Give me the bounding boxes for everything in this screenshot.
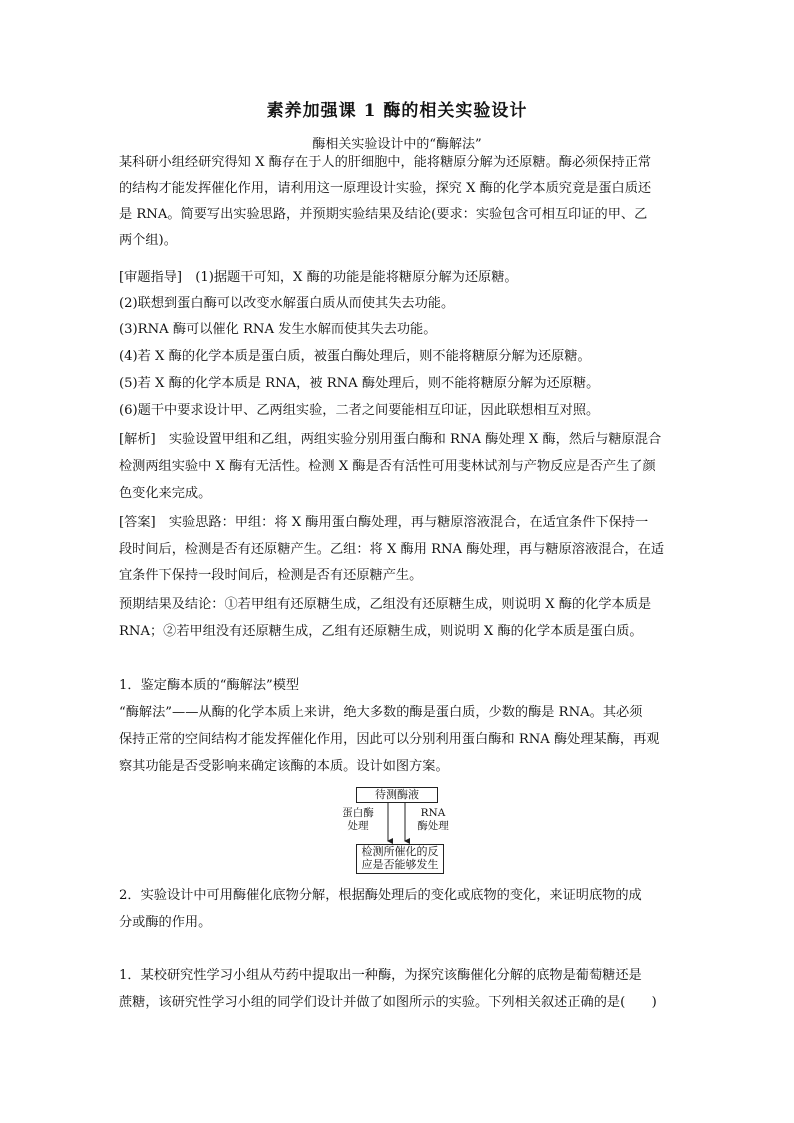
exercise-line: 蔗糖，该研究性学习小组的同学们设计并做了如图所示的实验。下列相关叙述正确的是( ) — [119, 995, 657, 1010]
point2-line: 2．实验设计中可用酶催化底物分解，根据酶处理后的变化或底物的变化，来证明底物的成 — [119, 888, 642, 903]
analysis-line: 色变化来完成。 — [119, 486, 212, 501]
page-title: 素养加强课 1 酶的相关实验设计 — [266, 101, 528, 121]
answer-line: RNA；②若甲组没有还原糖生成，乙组有还原糖生成，则说明 X 酶的化学本质是蛋白质。 — [119, 624, 643, 639]
protease-label-line: 处理 — [347, 820, 369, 832]
protease-label — [332, 807, 384, 833]
answer-line: 预期结果及结论：①若甲组有还原糖生成，乙组没有还原糖生成，则说明 X 酶的化学本质是 — [119, 597, 652, 612]
point1-line: 察其功能是否受影响来确定该酶的本质。设计如图方案。 — [119, 759, 449, 774]
protease-label-line: 蛋白酶 — [342, 807, 374, 819]
detection-box-line: 应是否能够发生 — [361, 858, 439, 871]
page-subtitle: 酶相关实验设计中的“酶解法” — [312, 137, 482, 152]
exercise-line: 1．某校研究性学习小组从芍药中提取出一种酶，为探究该酶催化分解的底物是葡萄糖还是 — [119, 968, 642, 983]
detection-box-line: 检测所催化的反 — [361, 845, 439, 858]
point1-line: “酶解法”——从酶的化学本质上来讲，绝大多数的酶是蛋白质，少数的酶是 RNA。其必须 — [119, 705, 643, 720]
detection-box — [356, 844, 444, 874]
guide-line: (3)RNA 酶可以催化 RNA 发生水解而使其失去功能。 — [119, 322, 437, 337]
point2-line: 分或酶的作用。 — [119, 915, 212, 930]
guide-line: (2)联想到蛋白酶可以改变水解蛋白质从而使其失去功能。 — [119, 296, 455, 311]
rnase-label-line: 酶处理 — [417, 820, 449, 832]
analysis-line: 检测两组实验中 X 酶有无活性。检测 X 酶是否有活性可用斐林试剂与产物反应是否产生了颜 — [119, 459, 656, 474]
point1-line: 保持正常的空间结构才能发挥催化作用，因此可以分别利用蛋白酶和 RNA 酶处理某酶，再观 — [119, 732, 660, 747]
enzyme-test-diagram — [330, 785, 464, 877]
answer-line: [答案] 实验思路：甲组：将 X 酶用蛋白酶处理，再与糖原溶液混合，在适宜条件下保持一 — [119, 515, 649, 530]
guide-line: (5)若 X 酶的化学本质是 RNA，被 RNA 酶处理后，则不能将糖原分解为还原糖。 — [119, 376, 600, 391]
guide-line: (6)题干中要求设计甲、乙两组实验，二者之间要能相互印证，因此联想相互对照。 — [119, 403, 600, 418]
rnase-label-line: RNA — [420, 807, 446, 819]
guide-line: (4)若 X 酶的化学本质是蛋白质，被蛋白酶处理后，则不能将糖原分解为还原糖。 — [119, 349, 591, 364]
section-heading: 1．鉴定酶本质的“酶解法”模型 — [119, 678, 300, 693]
question-line: 某科研小组经研究得知 X 酶存在于人的肝细胞中，能将糖原分解为还原糖。酶必须保持正常 — [119, 155, 652, 170]
question-line: 是 RNA。简要写出实验思路，并预期实验结果及结论(要求：实验包含可相互印证的甲、乙 — [119, 207, 648, 222]
rnase-label — [408, 807, 458, 833]
answer-line: 宜条件下保持一段时间后，检测是否有还原糖产生。 — [119, 568, 423, 583]
question-line: 两个组)。 — [119, 233, 177, 248]
answer-line: 段时间后，检测是否有还原糖产生。乙组：将 X 酶用 RNA 酶处理，再与糖原溶液混合，在适 — [119, 542, 665, 557]
sample-enzyme-box: 待测酶液 — [356, 787, 438, 803]
analysis-line: [解析] 实验设置甲组和乙组，两组实验分别用蛋白酶和 RNA 酶处理 X 酶，然后与糖原混合 — [119, 432, 662, 447]
question-line: 的结构才能发挥催化作用，请利用这一原理设计实验，探究 X 酶的化学本质究竟是蛋白质还 — [119, 181, 652, 196]
guide-line: [审题指导] (1)据题干可知，X 酶的功能是能将糖原分解为还原糖。 — [119, 270, 518, 285]
